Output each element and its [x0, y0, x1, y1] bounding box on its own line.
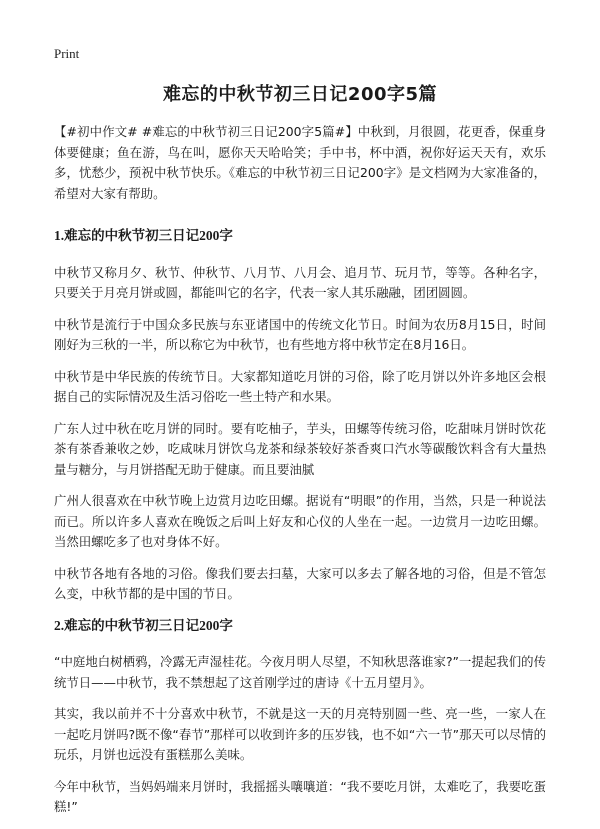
paragraph: 今年中秋节，当妈妈端来月饼时，我摇摇头嚷嚷道：“我不要吃月饼，太难吃了，我要吃蛋糕!”: [54, 778, 546, 814]
section-heading: 1.难忘的中秋节初三日记200字: [54, 228, 233, 243]
paragraph: 中秋节又称月夕、秋节、仲秋节、八月节、八月会、追月节、玩月节，等等。各种名字，只要关于月亮月饼或圆，都能叫它的名字，代表一家人其乐融融，团团圆圆。: [54, 264, 546, 300]
paragraph: 其实，我以前并不十分喜欢中秋节，不就是这一天的月亮特别圆一些、亮一些，一家人在一起吃月饼吗?既不像“春节”那样可以收到许多的压岁钱，也不如“六一节”那天可以尽情的玩乐，月饼也远没有蛋糕那么美味。: [54, 706, 546, 762]
paragraph: 中秋节各地有各地的习俗。像我们要去扫墓，大家可以多去了解各地的习俗，但是不管怎么变，中秋节都的是中国的节日。: [54, 565, 546, 601]
paragraph: 广东人过中秋在吃月饼的同时。要有吃柚子，芋头，田螺等传统习俗，吃甜味月饼时饮花茶有茶香兼收之妙，吃咸味月饼饮乌龙茶和绿茶较好茶香爽口汽水等碳酸饮料含有大量热量与糖分，与月饼搭配无助于健康。而且要油腻: [54, 420, 546, 477]
article-body: [54, 122, 546, 829]
paragraph: “中庭地白树栖鸦，冷露无声湿桂花。今夜月明人尽望，不知秋思落谁家?”一提起我们的传统节日——中秋节，我不禁想起了这首刚学过的唐诗《十五月望月》。: [54, 654, 546, 690]
page-title: 难忘的中秋节初三日记200字5篇: [162, 84, 438, 105]
intro-paragraph: 【#初中作文# #难忘的中秋节初三日记200字5篇#】中秋到，月很圆，花更香，保重身体要健康；鱼在游，鸟在叫，愿你天天哈哈笑；手中书，杯中酒，祝你好运天天有，欢乐多，忧愁少，预祝中秋节快乐。《难忘的中秋节初三日记200字》是文档网为大家准备的，希望对大家有帮助。: [54, 124, 546, 201]
print-label: Print: [54, 46, 80, 61]
paragraph: 中秋节是流行于中国众多民族与东亚诸国中的传统文化节日。时间为农历8月15日，时间刚好为三秋的一半，所以称它为中秋节，也有些地方将中秋节定在8月16日。: [54, 316, 546, 352]
paragraph: 中秋节是中华民族的传统节日。大家都知道吃月饼的习俗，除了吃月饼以外许多地区会根据自己的实际情况及生活习俗吃一些土特产和水果。: [54, 368, 546, 404]
paragraph: 广州人很喜欢在中秋节晚上边赏月边吃田螺。据说有“明眼”的作用，当然，只是一种说法而已。所以许多人喜欢在晚饭之后叫上好友和心仪的人坐在一起。一边赏月一边吃田螺。当然田螺吃多了也对身体不好。: [54, 493, 546, 549]
section-heading: 2.难忘的中秋节初三日记200字: [54, 617, 233, 633]
